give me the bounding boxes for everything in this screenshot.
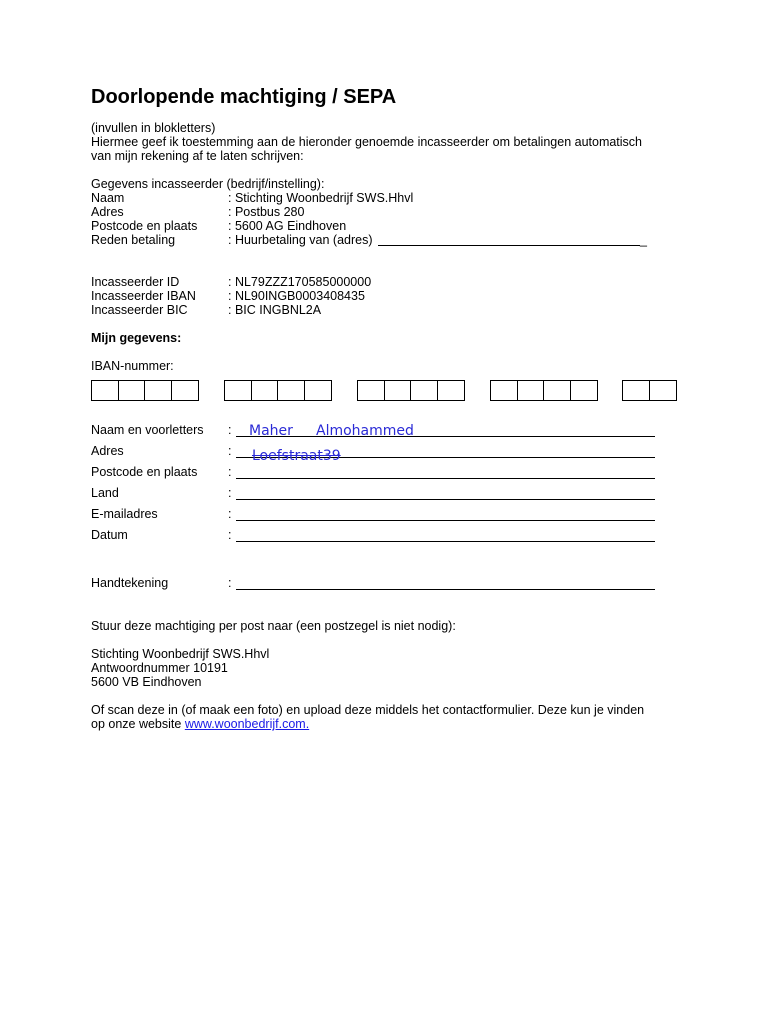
address-colon: :: [228, 444, 232, 458]
country-colon: :: [228, 486, 232, 500]
creditor-bic-value: : BIC INGBNL2A: [228, 303, 322, 317]
intro-text-line1: Hiermee geef ik toestemming aan de hieronder genoemde incasseerder om betalingen automatisch: [91, 135, 643, 149]
intro-text-line2: van mijn rekening af te laten schrijven:: [91, 149, 304, 163]
iban-cell[interactable]: [358, 381, 385, 400]
creditor-name-label: Naam: [91, 191, 125, 205]
country-line[interactable]: [236, 499, 655, 500]
iban-cell[interactable]: [385, 381, 412, 400]
date-colon: :: [228, 528, 232, 542]
iban-box-group-4[interactable]: [490, 380, 598, 401]
iban-cell[interactable]: [145, 381, 172, 400]
iban-cell[interactable]: [571, 381, 598, 400]
iban-cell[interactable]: [92, 381, 119, 400]
mail-instruction: Stuur deze machtiging per post naar (een postzegel is niet nodig):: [91, 619, 456, 633]
name-initials-line[interactable]: [236, 436, 655, 437]
address-label: Adres: [91, 444, 124, 458]
iban-number-label: IBAN-nummer:: [91, 359, 174, 373]
iban-cell[interactable]: [411, 381, 438, 400]
postcode-city-line[interactable]: [236, 478, 655, 479]
scan-instruction-line2: [91, 717, 309, 731]
creditor-bic-label: Incasseerder BIC: [91, 303, 188, 317]
name-initials-label: Naam en voorletters: [91, 423, 204, 437]
creditor-address-value: : Postbus 280: [228, 205, 305, 219]
date-line[interactable]: [236, 541, 655, 542]
email-label: E-mailadres: [91, 507, 158, 521]
iban-cell[interactable]: [650, 381, 677, 400]
website-link[interactable]: www.woonbedrijf.com.: [184, 717, 310, 731]
creditor-iban-value: : NL90INGB0003408435: [228, 289, 365, 303]
email-colon: :: [228, 507, 232, 521]
payment-reason-label: Reden betaling: [91, 233, 176, 247]
signature-line[interactable]: [236, 589, 655, 590]
handwritten-last-name: Almohammed: [316, 423, 414, 439]
iban-cell[interactable]: [623, 381, 650, 400]
my-details-heading: Mijn gegevens:: [91, 331, 182, 345]
country-label: Land: [91, 486, 119, 500]
postcode-city-colon: :: [228, 465, 232, 479]
email-line[interactable]: [236, 520, 655, 521]
payment-reason-tail: _: [640, 233, 647, 247]
iban-cell[interactable]: [305, 381, 332, 400]
handwritten-address: Loefstraat39: [252, 448, 341, 464]
scan-instruction-line1: Of scan deze in (of maak een foto) en upload deze middels het contactformulier. Deze kun je vinden: [91, 703, 645, 717]
signature-colon: :: [228, 576, 232, 590]
creditor-id-label: Incasseerder ID: [91, 275, 180, 289]
iban-cell[interactable]: [252, 381, 279, 400]
creditor-iban-label: Incasseerder IBAN: [91, 289, 196, 303]
payment-reason-address-line[interactable]: [378, 245, 640, 246]
handwritten-first-name: Maher: [249, 423, 293, 439]
iban-cell[interactable]: [225, 381, 252, 400]
iban-box-group-3[interactable]: [357, 380, 465, 401]
creditor-address-label: Adres: [91, 205, 124, 219]
iban-cell[interactable]: [119, 381, 146, 400]
name-initials-colon: :: [228, 423, 232, 437]
mail-address-line2: Antwoordnummer 10191: [91, 661, 228, 675]
postcode-city-label: Postcode en plaats: [91, 465, 198, 479]
mail-address-line3: 5600 VB Eindhoven: [91, 675, 202, 689]
payment-reason-value: : Huurbetaling van (adres): [228, 233, 373, 247]
signature-label: Handtekening: [91, 576, 169, 590]
scan-instruction-prefix: op onze website: [91, 717, 185, 731]
intro-note: (invullen in blokletters): [91, 121, 216, 135]
iban-cell[interactable]: [518, 381, 545, 400]
creditor-id-value: : NL79ZZZ170585000000: [228, 275, 372, 289]
iban-cell[interactable]: [278, 381, 305, 400]
iban-box-group-5[interactable]: [622, 380, 677, 401]
date-label: Datum: [91, 528, 128, 542]
page-title: Doorlopende machtiging / SEPA: [91, 86, 397, 108]
iban-cell[interactable]: [438, 381, 465, 400]
iban-cell[interactable]: [172, 381, 199, 400]
iban-cell[interactable]: [544, 381, 571, 400]
creditor-heading: Gegevens incasseerder (bedrijf/instelling):: [91, 177, 325, 191]
iban-box-group-1[interactable]: [91, 380, 199, 401]
creditor-postcode-label: Postcode en plaats: [91, 219, 198, 233]
creditor-name-value: : Stichting Woonbedrijf SWS.Hhvl: [228, 191, 414, 205]
iban-box-group-2[interactable]: [224, 380, 332, 401]
iban-cell[interactable]: [491, 381, 518, 400]
creditor-postcode-value: : 5600 AG Eindhoven: [228, 219, 347, 233]
mail-address-line1: Stichting Woonbedrijf SWS.Hhvl: [91, 647, 270, 661]
